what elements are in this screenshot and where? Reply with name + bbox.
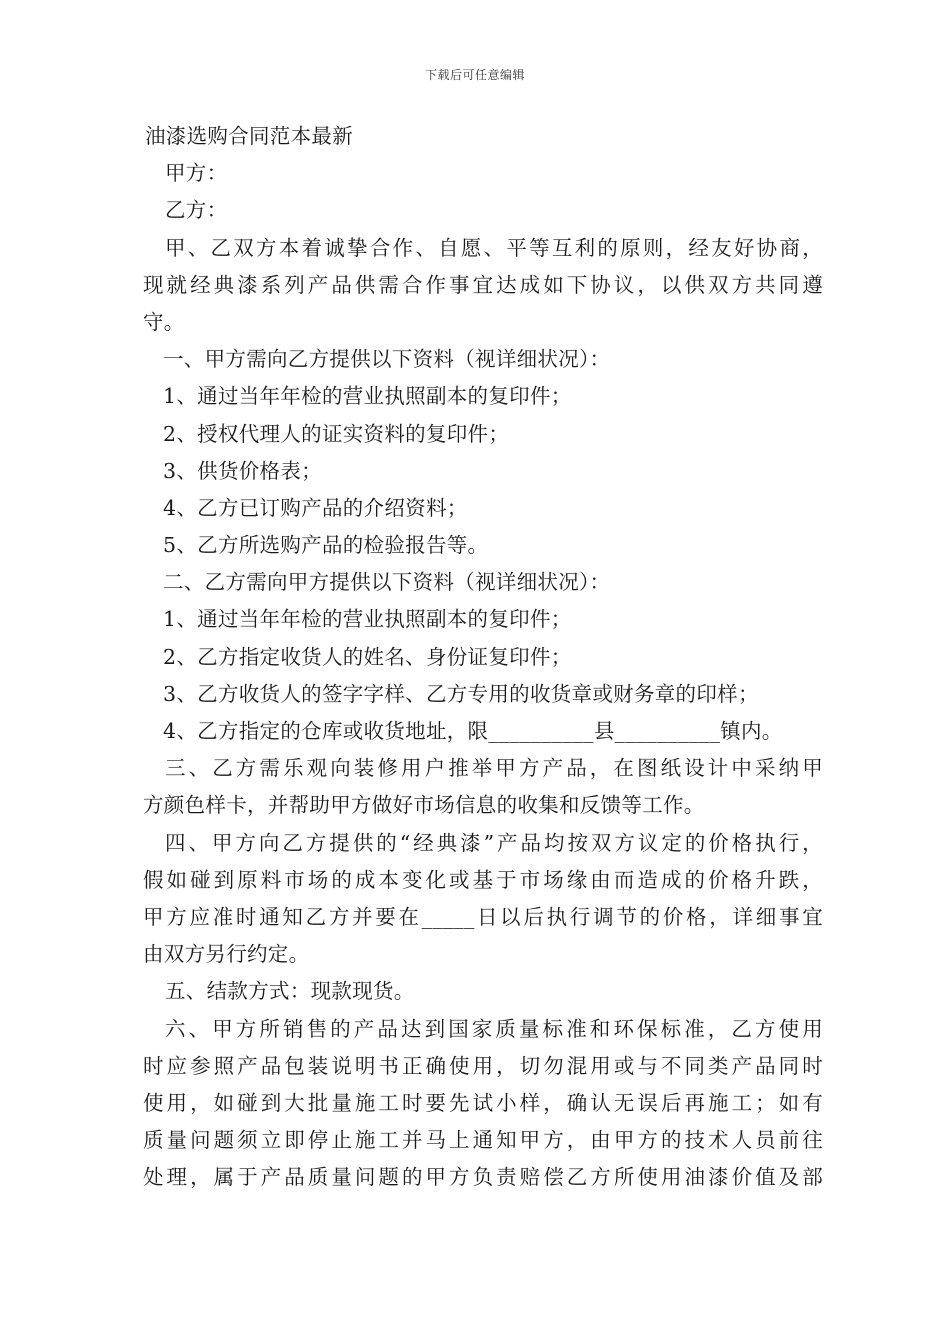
party-a-line: 甲方： [165, 161, 228, 186]
section-4-line: 甲方应准时通知乙方并要在_____日以后执行调节的价格，详细事宜 [143, 904, 823, 929]
section-3-line: 方颜色样卡，并帮助甲方做好市场信息的收集和反馈等工作。 [143, 793, 705, 818]
paragraph-line: 甲、乙双方本着诚挚合作、自愿、平等互利的原则，经友好协商， [165, 235, 823, 260]
document-title: 油漆选购合同范本最新 [145, 124, 353, 148]
list-item: 1、通过当年年检的营业执照副本的复印件； [163, 384, 572, 409]
section-heading-1: 一、甲方需向乙方提供以下资料（视详细状况）： [163, 347, 611, 372]
section-heading-2: 二、乙方需向甲方提供以下资料（视详细状况）： [163, 570, 611, 595]
section-6-line: 处理，属于产品质量问题的甲方负责赔偿乙方所使用油漆价值及部 [143, 1165, 823, 1190]
section-6-line: 六、甲方所销售的产品达到国家质量标准和环保标准，乙方使用 [165, 1016, 823, 1041]
document-body [143, 118, 823, 1196]
list-item: 5、乙方所选购产品的检验报告等。 [163, 533, 489, 558]
section-5-line: 五、结款方式：现款现货。 [165, 979, 415, 1004]
section-6-line: 质量问题须立即停止施工并马上通知甲方，由甲方的技术人员前往 [143, 1128, 823, 1153]
list-item: 4、乙方指定的仓库或收货地址，限__________县__________镇内。 [163, 719, 783, 743]
list-item: 1、通过当年年检的营业执照副本的复印件； [163, 607, 572, 632]
section-6-line: 时应参照产品包装说明书正确使用，切勿混用或与不同类产品同时 [143, 1053, 823, 1078]
section-4-line: 假如碰到原料市场的成本变化或基于市场缘由而造成的价格升跌， [143, 867, 823, 892]
list-item: 3、供货价格表； [163, 458, 322, 483]
party-b-line: 乙方： [165, 198, 228, 223]
section-4-line: 四、甲方向乙方提供的“经典漆”产品均按双方议定的价格执行， [165, 830, 823, 855]
paragraph-line: 现就经典漆系列产品供需合作事宜达成如下协议，以供双方共同遵 [143, 272, 823, 297]
paragraph-line: 守。 [143, 309, 185, 334]
page-header-note: 下载后可任意编辑 [424, 68, 525, 82]
section-3-line: 三、乙方需乐观向装修用户推举甲方产品，在图纸设计中采纳甲 [165, 756, 823, 781]
section-4-line: 由双方另行约定。 [143, 942, 310, 967]
list-item: 4、乙方已订购产品的介绍资料； [163, 495, 468, 520]
list-item: 2、授权代理人的证实资料的复印件； [163, 421, 510, 446]
list-item: 3、乙方收货人的签字字样、乙方专用的收货章或财务章的印样； [163, 681, 759, 706]
list-item: 2、乙方指定收货人的姓名、身份证复印件； [163, 644, 572, 669]
section-6-line: 使用，如碰到大批量施工时要先试小样，确认无误后再施工；如有 [143, 1090, 823, 1115]
